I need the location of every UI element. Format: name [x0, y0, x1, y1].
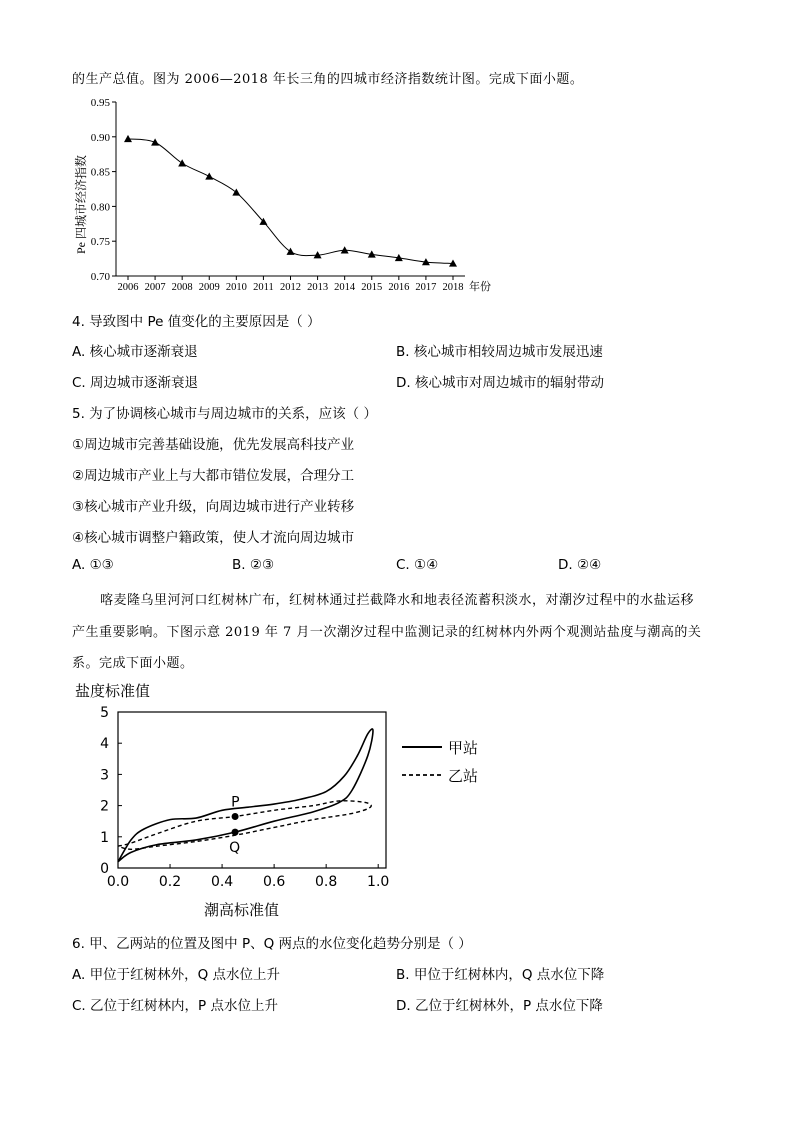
q4-option-a: A. 核心城市逐渐衰退 [72, 344, 198, 360]
pe-y-tick-label: 0.70 [90, 271, 110, 283]
legend-yi-label: 乙站 [448, 767, 479, 785]
point-p-label: P [231, 794, 240, 811]
pe-data-point [287, 248, 295, 255]
q5-option-b: B. ②③ [232, 557, 275, 573]
pe-data-point [124, 135, 132, 142]
salinity-y-tick-label: 4 [100, 736, 109, 753]
passage-line-3: 系。完成下面小题。 [72, 656, 194, 671]
salinity-x-tick-label: 0.8 [315, 874, 338, 890]
q6-option-a: A. 甲位于红树林外，Q 点水位上升 [72, 967, 280, 983]
q5-statement-3: ③核心城市产业升级，向周边城市进行产业转移 [72, 499, 355, 515]
salinity-y-tick-label: 5 [100, 705, 109, 721]
pe-series-line [128, 139, 453, 264]
pe-index-chart [60, 92, 510, 302]
pe-y-tick-label: 0.90 [90, 131, 110, 144]
pe-x-tick-label: 2006 [117, 282, 139, 293]
pe-chart-ylabel: Pe 四城市经济指数 [74, 154, 88, 254]
pe-x-tick-label: 2016 [388, 282, 410, 293]
q5-option-a: A. ①③ [72, 557, 114, 573]
q6-option-d: D. 乙位于红树林外，P 点水位下降 [396, 998, 603, 1014]
passage-line-1: 喀麦隆乌里河河口红树林广布，红树林通过拦截降水和地表径流蓄积淡水，对潮汐过程中的水盐运移 [100, 593, 695, 608]
pe-x-tick-label: 2013 [307, 282, 329, 293]
q6-option-b: B. 甲位于红树林内，Q 点水位下降 [396, 967, 605, 983]
q5-statement-4: ④核心城市调整户籍政策，使人才流向周边城市 [72, 530, 355, 546]
salinity-tide-chart [90, 702, 500, 922]
q5-statement-1: ①周边城市完善基础设施，优先发展高科技产业 [72, 437, 355, 453]
salinity-chart-ylabel: 盐度标准值 [75, 682, 151, 700]
pe-x-tick-label: 2014 [334, 282, 356, 293]
salinity-y-tick-label: 1 [100, 829, 109, 846]
intro-line: 的生产总值。图为 2006—2018 年长三角的四城市经济指数统计图。完成下面小题。 [72, 72, 584, 87]
salinity-x-tick-label: 0.6 [262, 874, 286, 890]
legend-jia-label: 甲站 [448, 739, 479, 757]
point-p-marker [232, 813, 239, 820]
q5-option-d: D. ②④ [558, 557, 602, 573]
pe-y-tick-label: 0.95 [90, 97, 110, 109]
series-jia-curve [118, 729, 373, 862]
salinity-x-tick-label: 0.0 [106, 874, 130, 890]
q6-stem: 6. 甲、乙两站的位置及图中 P、Q 两点的水位变化趋势分别是（ ） [72, 936, 472, 952]
pe-y-tick-label: 0.75 [90, 236, 110, 249]
pe-data-point [232, 188, 240, 195]
salinity-x-tick-label: 0.2 [158, 874, 182, 890]
passage-line-2: 产生重要影响。下图示意 2019 年 7 月一次潮汐过程中监测记录的红树林内外两个观测站盐度与潮高的关 [72, 625, 702, 640]
salinity-y-tick-label: 3 [100, 767, 109, 784]
pe-data-point [151, 138, 159, 145]
pe-x-tick-label: 2009 [198, 282, 220, 293]
pe-x-tick-label: 2007 [144, 282, 166, 293]
pe-y-tick-label: 0.85 [90, 166, 110, 179]
pe-y-tick-label: 0.80 [90, 201, 110, 214]
q5-option-c: C. ①④ [396, 557, 439, 573]
pe-x-tick-label: 2010 [225, 282, 247, 293]
point-q-marker [232, 829, 239, 836]
salinity-x-tick-label: 0.4 [210, 874, 234, 890]
pe-x-tick-label: 2012 [280, 282, 301, 293]
point-q-label: Q [229, 840, 241, 857]
pe-x-tick-label: 2015 [361, 282, 383, 293]
q5-statement-2: ②周边城市产业上与大都市错位发展，合理分工 [72, 468, 355, 484]
pe-data-point [205, 172, 213, 179]
q4-option-b: B. 核心城市相较周边城市发展迅速 [396, 344, 603, 360]
salinity-chart-xlabel: 潮高标准值 [204, 901, 280, 919]
pe-x-tick-label: 2011 [253, 282, 274, 293]
q6-option-c: C. 乙位于红树林内，P 点水位上升 [72, 998, 278, 1014]
pe-x-tick-label: 2017 [415, 282, 437, 293]
q4-option-d: D. 核心城市对周边城市的辐射带动 [396, 375, 604, 391]
pe-chart-xlabel: 年份 [469, 281, 491, 293]
pe-data-point [178, 159, 186, 166]
q5-stem: 5. 为了协调核心城市与周边城市的关系，应该（ ） [72, 406, 377, 422]
salinity-x-tick-label: 1.0 [367, 874, 390, 890]
salinity-y-tick-label: 2 [100, 798, 109, 815]
q4-stem: 4. 导致图中 Pe 值变化的主要原因是（ ） [72, 314, 321, 330]
salinity-y-tick-label: 0 [100, 861, 109, 877]
pe-x-tick-label: 2008 [171, 282, 193, 293]
pe-x-tick-label: 2018 [442, 282, 464, 293]
q4-option-c: C. 周边城市逐渐衰退 [72, 375, 199, 391]
